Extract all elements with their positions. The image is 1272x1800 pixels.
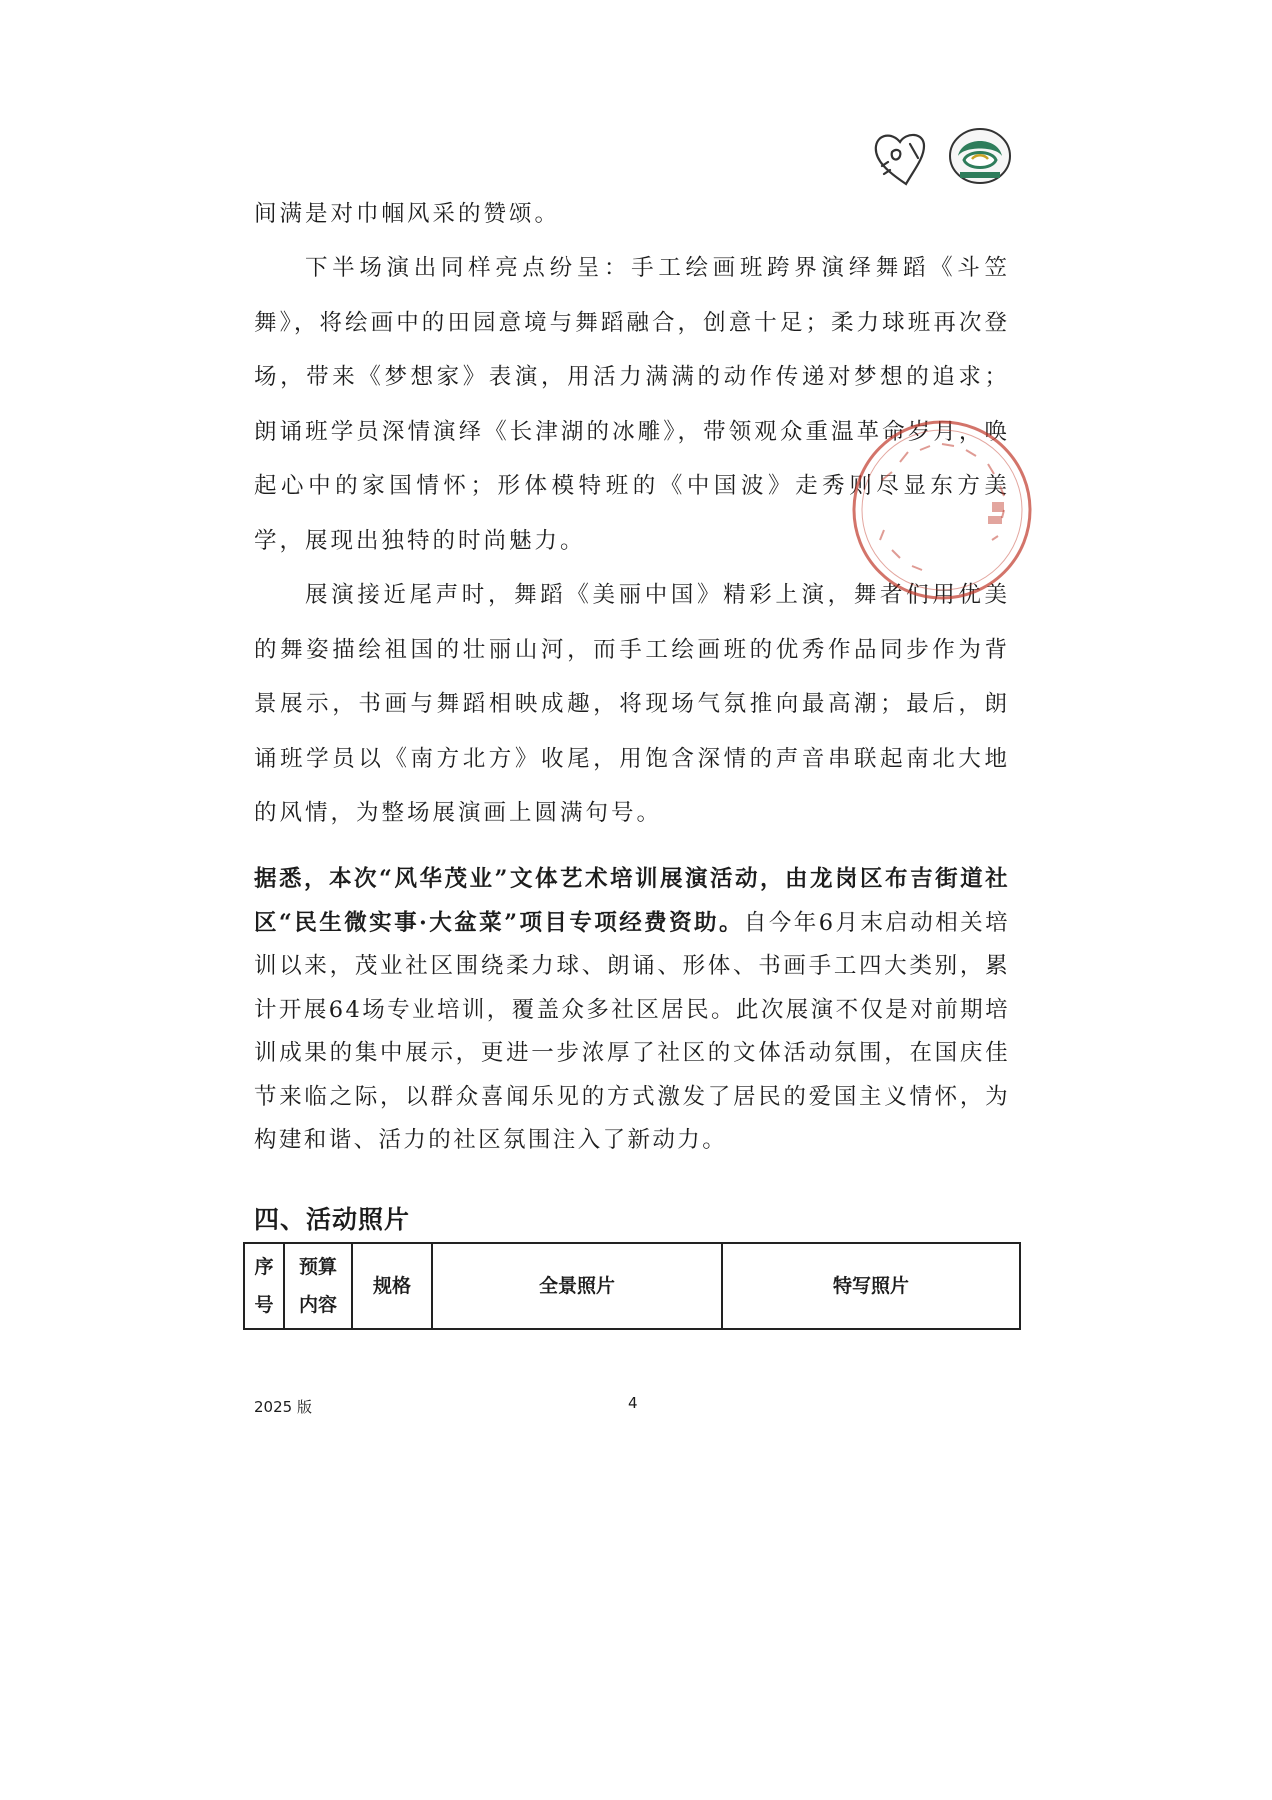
- heart-handwritten-logo-icon: [876, 135, 924, 184]
- official-seal-stamp-icon: [842, 410, 1042, 610]
- header-index-line1: 序: [254, 1256, 274, 1278]
- paragraph-second-half: 下半场演出同样亮点纷呈：手工绘画班跨界演绎舞蹈《斗笠舞》，将绘画中的田园意境与舞蹈融合，创意十足；柔力球班再次登场，带来《梦想家》表演，用活力满满的动作传递对梦想的追求；朗诵班学员深情演绎《长津湖的冰雕》，带领观众重温革命岁月，唤起心中的家国情怀；形体模特班的《中国波》走秀则尽显东方美学，展现出独特的时尚魅力。: [254, 255, 1010, 554]
- logo-group: [868, 122, 1018, 192]
- summary-normal-text: 自今年6月末启动相关培训以来，茂业社区围绕柔力球、朗诵、形体、书画手工四大类别，累计开展64场专业培训，覆盖众多社区居民。此次展演不仅是对前期培训成果的集中展示，更进一步浓厚了社区的文体活动氛围，在国庆佳节来临之际，以群众喜闻乐见的方式激发了居民的爱国主义情怀，为构建和谐、活力的社区氛围注入了新动力。: [254, 909, 1010, 1153]
- header-cell-budget: [284, 1243, 352, 1329]
- footer-edition: 2025 版: [254, 1398, 312, 1416]
- page-number: 4: [628, 1394, 638, 1412]
- paragraph-summary: [254, 858, 1010, 1163]
- paragraph-intro-continued: 间满是对巾帼风采的赞颂。: [254, 201, 561, 227]
- table-header-row: [244, 1243, 1020, 1329]
- header-cell-panorama: 全景照片: [432, 1243, 722, 1329]
- summary-bold-text: 据悉，本次“风华茂业”文体艺术培训展演活动，由龙岗区布吉街道社区“民生微实事·大盆菜”项目专项经费资助。: [254, 866, 1010, 936]
- community-emblem-icon: [950, 129, 1010, 183]
- header-cell-index: [244, 1243, 284, 1329]
- header-budget-line2: 内容: [298, 1294, 337, 1316]
- photo-table: [243, 1242, 1021, 1330]
- header-cell-spec: 规格: [352, 1243, 432, 1329]
- header-index-line2: 号: [254, 1294, 274, 1316]
- section-heading-photos: 四、活动照片: [254, 1205, 411, 1234]
- header-cell-closeup: 特写照片: [722, 1243, 1020, 1329]
- paragraph-finale: 展演接近尾声时，舞蹈《美丽中国》精彩上演，舞者们用优美的舞姿描绘祖国的壮丽山河，而手工绘画班的优秀作品同步作为背景展示，书画与舞蹈相映成趣，将现场气氛推向最高潮；最后，朗诵班学员以《南方北方》收尾，用饱含深情的声音串联起南北大地的风情，为整场展演画上圆满句号。: [254, 582, 1010, 826]
- header-budget-line1: 预算: [298, 1256, 337, 1278]
